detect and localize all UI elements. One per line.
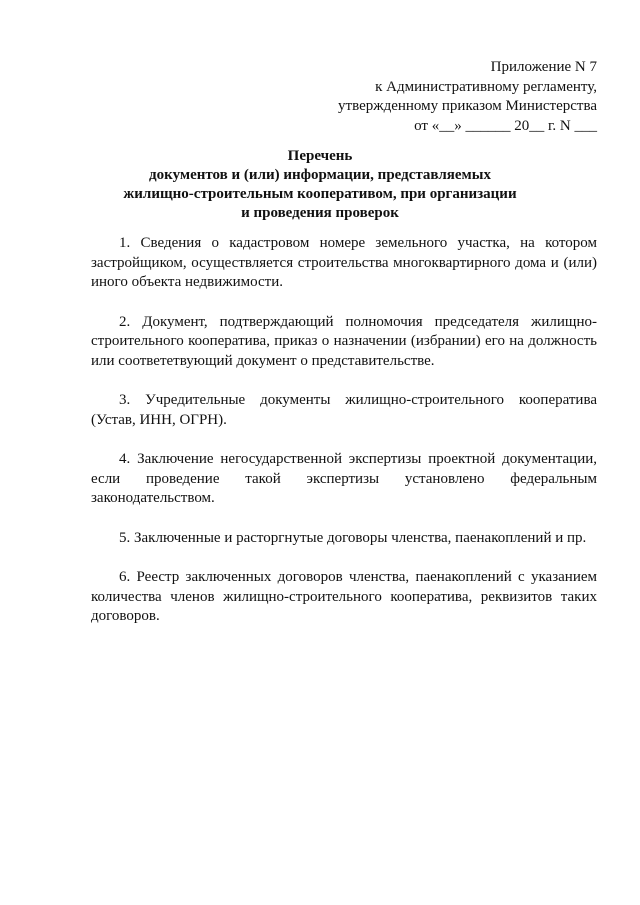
list-item-4: 4. Заключение негосударственной экспертизы проектной документации, если проведение такой экспертизы установлено федеральным законодательством. xyxy=(91,451,597,506)
appendix-header xyxy=(338,58,597,136)
title-line-2: документов и (или) информации, представляемых xyxy=(149,167,491,183)
title-line-1: Перечень xyxy=(287,148,353,164)
list-item-6: 6. Реестр заключенных договоров членства, паенакоплений с указанием количества членов жилищно-строительного кооператива, реквизитов таких договоров. xyxy=(91,569,597,624)
appendix-number: Приложение N 7 xyxy=(490,59,597,75)
list-item-1: 1. Сведения о кадастровом номере земельного участка, на котором застройщиком, осуществляется строительства многоквартирного дома и (или) иного объекта недвижимости. xyxy=(91,235,597,290)
list-item-2: 2. Документ, подтверждающий полномочия председателя жилищно-строительного кооператива, приказ о назначении (избрании) его на должность или соответетвующий документ о представительстве. xyxy=(91,313,597,369)
document-title xyxy=(0,147,640,223)
appendix-reference: к Административному регламенту, xyxy=(375,78,597,95)
title-line-3: жилищно-строительным кооперативом, при организации xyxy=(123,186,517,202)
document-list xyxy=(91,234,597,627)
list-item-3: 3. Учредительные документы жилищно-строительного кооператива (Устав, ИНН, ОГРН). xyxy=(91,392,597,428)
appendix-date-number: от «__» ______ 20__ г. N ___ xyxy=(414,117,597,134)
title-line-4: и проведения проверок xyxy=(241,205,399,221)
appendix-approval: утвержденному приказом Министерства xyxy=(338,98,597,114)
list-item-5: 5. Заключенные и расторгнутые договоры членства, паенакоплений и пр. xyxy=(119,529,587,546)
